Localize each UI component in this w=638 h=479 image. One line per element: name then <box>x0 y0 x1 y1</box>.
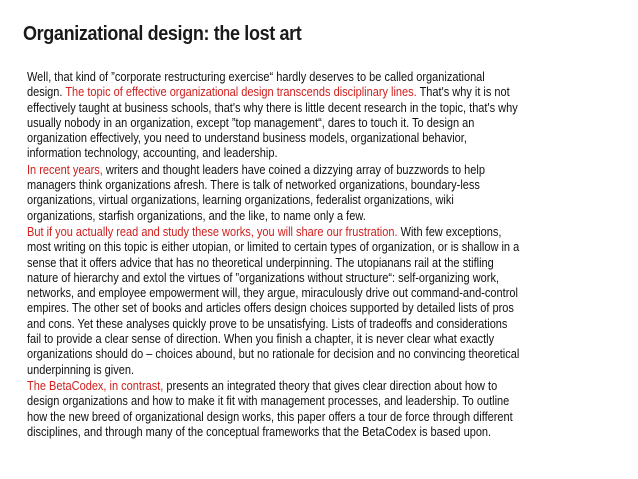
body-text: most writing on this topic is either utopian, or limited to certain types of organization, or is shallow in a <box>27 240 520 255</box>
text-line <box>27 146 604 161</box>
body-text: networks, and employee empowerment will, they argue, miraculously drive out command-and-control <box>27 286 518 301</box>
text-line <box>27 301 604 316</box>
text-line <box>27 425 604 440</box>
body-text: That's why it is not <box>416 85 510 100</box>
body-text: and cons. Yet these analyses quickly prove to be unsatisfying. Lists of tradeoffs and considerations <box>27 316 508 331</box>
text-line <box>27 116 604 131</box>
text-line <box>27 163 604 178</box>
body-text: With few exceptions, <box>397 224 502 239</box>
text-line <box>27 70 604 85</box>
text-line <box>27 332 604 347</box>
body-text: organizations should do – choices abound, but no rationale for decision and no convincing theoretical <box>27 347 520 362</box>
body-text: fail to provide a clear sense of direction. When you finish a chapter, it is never clear what exactly <box>27 332 495 347</box>
text-line <box>27 256 604 271</box>
text-line <box>27 271 604 286</box>
body-text: organizations, starfish organizations, and the like, to name only a few. <box>27 208 366 223</box>
slide-body <box>27 70 604 441</box>
body-text: sense that it offers advice that has no theoretical underpinning. The utopianans rail at the stifling <box>27 255 494 270</box>
body-text: empires. The other set of books and articles offers design choices supported by detailed lists of pros <box>27 301 514 316</box>
text-line <box>27 131 604 146</box>
body-text: information technology, accounting, and leadership. <box>27 146 278 161</box>
paragraph-4 <box>27 379 604 440</box>
body-text: nature of hierarchy and extol the virtues of ”organizations without structure“: self-organizing work, <box>27 270 500 285</box>
text-line <box>27 394 604 409</box>
body-text: underpinning is given. <box>27 362 135 377</box>
body-text: design organizations and how to make it fit with management processes, and leadership. To outline <box>27 394 510 409</box>
highlighted-text: In recent years, <box>27 162 103 177</box>
paragraph-3 <box>27 225 604 378</box>
text-line <box>27 363 604 378</box>
highlighted-text: The topic of effective organizational design transcends disciplinary lines. <box>65 85 417 100</box>
body-text: managers think organizations afresh. There is talk of networked organizations, boundary-less <box>27 178 480 193</box>
body-text: disciplines, and through many of the conceptual frameworks that the BetaCodex is based upon. <box>27 424 492 439</box>
body-text: design. <box>27 85 66 100</box>
body-text: organization effectively, you need to understand business models, organizational behavior, <box>27 131 467 146</box>
text-line <box>27 410 604 425</box>
highlighted-text: But if you actually read and study these works, you will share our frustration. <box>27 224 398 239</box>
body-text: organizations, virtual organizations, learning organizations, federalist organizations, wiki <box>27 193 454 208</box>
text-line <box>27 101 604 116</box>
text-line <box>27 209 604 224</box>
text-line <box>27 178 604 193</box>
text-line <box>27 286 604 301</box>
body-text: Well, that kind of ”corporate restructuring exercise“ hardly deserves to be called organizational <box>27 70 485 84</box>
text-line <box>27 85 604 100</box>
slide-title: Organizational design: the lost art <box>23 23 302 45</box>
body-text: presents an integrated theory that gives clear direction about how to <box>163 378 498 393</box>
highlighted-text: The BetaCodex, in contrast, <box>27 378 164 393</box>
text-line <box>27 240 604 255</box>
text-line <box>27 193 604 208</box>
body-text: usually nobody in an organization, except ”top management“, dares to touch it. To design an <box>27 115 475 130</box>
text-line <box>27 225 604 240</box>
body-text: writers and thought leaders have coined a dizzying array of buzzwords to help <box>102 162 485 177</box>
text-line <box>27 379 604 394</box>
text-line <box>27 347 604 362</box>
paragraph-2 <box>27 163 604 224</box>
body-text: how the new breed of organizational design works, this paper offers a tour de force through different <box>27 409 513 424</box>
paragraph-1 <box>27 70 604 162</box>
body-text: effectively taught at business schools, that's why there is little decent research in the topic, that's why <box>27 100 518 115</box>
text-line <box>27 317 604 332</box>
